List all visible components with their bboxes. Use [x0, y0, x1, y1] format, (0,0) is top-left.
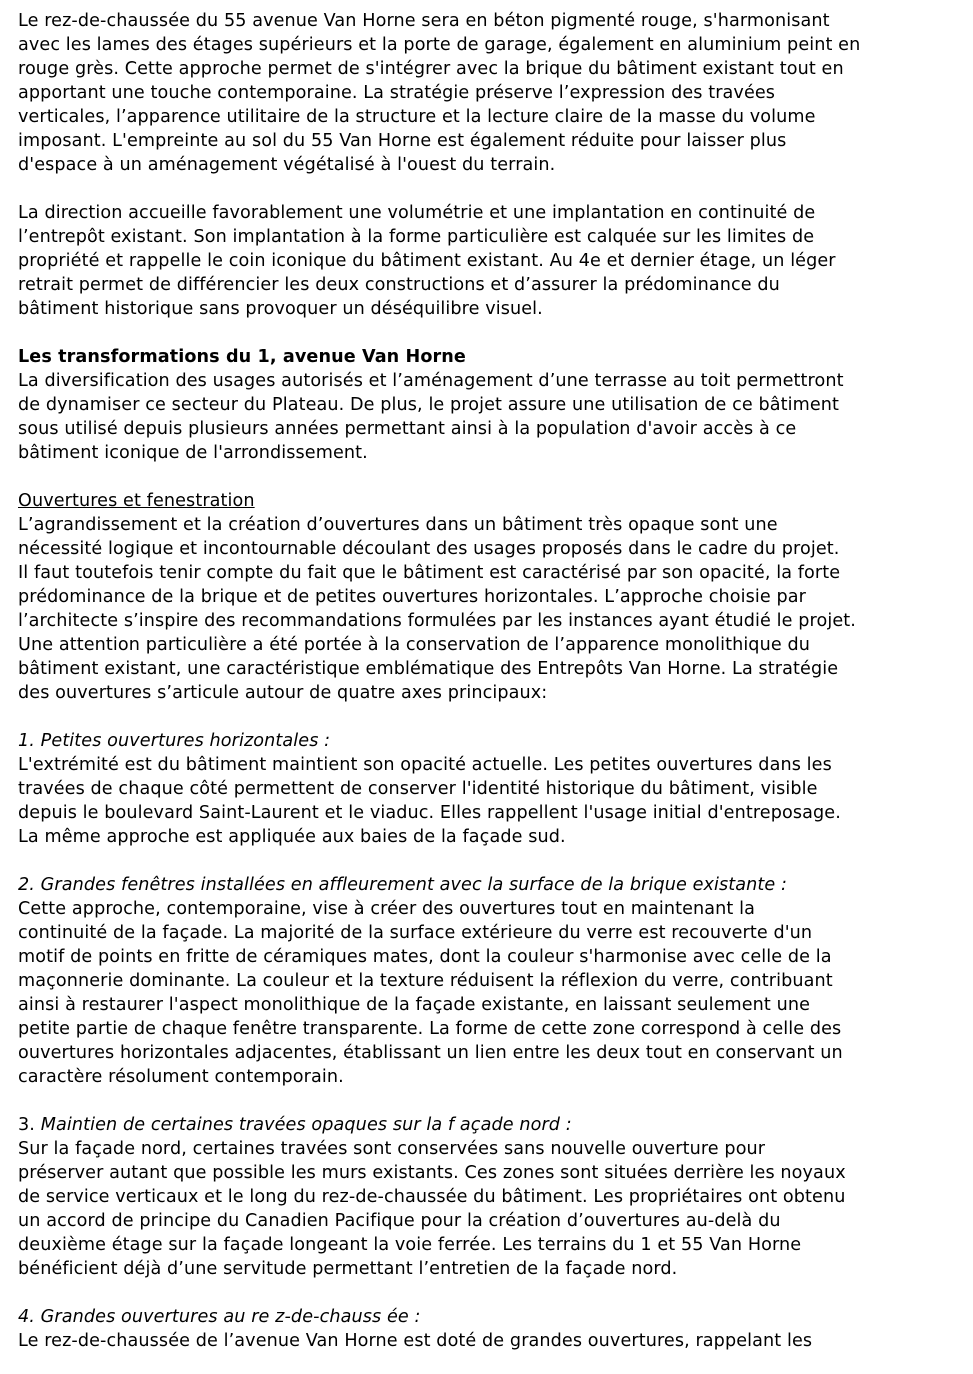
text-line: nécessité logique et incontournable découlant des usages proposés dans le cadre du projet.: [18, 539, 840, 559]
section-openings: [18, 489, 953, 705]
section-heading: Les transformations du 1, avenue Van Horne: [18, 347, 466, 367]
text-line: deuxième étage sur la façade longeant la voie ferrée. Les terrains du 1 et 55 Van Horne: [18, 1235, 802, 1255]
axis-3-title: Maintien de certaines travées opaques sur la f açade nord :: [40, 1115, 572, 1135]
text-line: Le rez-de-chaussée du 55 avenue Van Horne sera en béton pigmenté rouge, s'harmonisant: [18, 11, 830, 31]
text-line: verticales, l’apparence utilitaire de la structure et la lecture claire de la masse du volume: [18, 107, 816, 127]
text-line: motif de points en fritte de céramiques mates, dont la couleur s'harmonise avec celle de la: [18, 947, 832, 967]
text-line: Le rez-de-chaussée de l’avenue Van Horne est doté de grandes ouvertures, rappelant les: [18, 1331, 813, 1351]
text-line: des ouvertures s’articule autour de quatre axes principaux:: [18, 683, 548, 703]
text-line: continuité de la façade. La majorité de la surface extérieure du verre est recouverte d'un: [18, 923, 813, 943]
subheading-openings: Ouvertures et fenestration: [18, 491, 255, 511]
text-line: d'espace à un aménagement végétalisé à l'ouest du terrain.: [18, 155, 556, 175]
text-line: l’entrepôt existant. Son implantation à la forme particulière est calquée sur les limites de: [18, 227, 815, 247]
text-line: un accord de principe du Canadien Pacifique pour la création d’ouvertures au-delà du: [18, 1211, 781, 1231]
text-line: bénéficient déjà d’une servitude permettant l’entretien de la façade nord.: [18, 1259, 678, 1279]
text-line: L’agrandissement et la création d’ouvertures dans un bâtiment très opaque sont une: [18, 515, 778, 535]
text-line: Cette approche, contemporaine, vise à créer des ouvertures tout en maintenant la: [18, 899, 755, 919]
text-line: l’architecte s’inspire des recommandations formulées par les instances ayant étudié le projet.: [18, 611, 856, 631]
text-line: La même approche est appliquée aux baies de la façade sud.: [18, 827, 566, 847]
text-line: retrait permet de différencier les deux constructions et d’assurer la prédominance du: [18, 275, 780, 295]
text-line: La direction accueille favorablement une volumétrie et une implantation en continuité de: [18, 203, 816, 223]
text-line: ainsi à restaurer l'aspect monolithique de la façade existante, en laissant seulement une: [18, 995, 811, 1015]
text-line: propriété et rappelle le coin iconique du bâtiment existant. Au 4e et dernier étage, un léger: [18, 251, 836, 271]
text-line: apportant une touche contemporaine. La stratégie préserve l’expression des travées: [18, 83, 776, 103]
axis-3: [18, 1113, 953, 1281]
text-line: préserver autant que possible les murs existants. Ces zones sont situées derrière les noyaux: [18, 1163, 846, 1183]
text-line: ouvertures horizontales adjacentes, établissant un lien entre les deux tout en conservant un: [18, 1043, 843, 1063]
document-page: [18, 9, 953, 1353]
paragraph-volumetry: [18, 201, 953, 321]
text-line: maçonnerie dominante. La couleur et la texture réduisent la réflexion du verre, contribuant: [18, 971, 833, 991]
axis-1-title: 1. Petites ouvertures horizontales :: [18, 731, 331, 751]
text-line: rouge grès. Cette approche permet de s'intégrer avec la brique du bâtiment existant tout en: [18, 59, 844, 79]
axis-3-number: 3.: [18, 1115, 35, 1135]
text-line: bâtiment existant, une caractéristique emblématique des Entrepôts Van Horne. La stratégie: [18, 659, 839, 679]
axis-4: [18, 1305, 953, 1353]
text-line: imposant. L'empreinte au sol du 55 Van Horne est également réduite pour laisser plus: [18, 131, 787, 151]
text-line: Sur la façade nord, certaines travées sont conservées sans nouvelle ouverture pour: [18, 1139, 766, 1159]
text-line: depuis le boulevard Saint-Laurent et le viaduc. Elles rappellent l'usage initial d'entreposage.: [18, 803, 841, 823]
text-line: sous utilisé depuis plusieurs années permettant ainsi à la population d'avoir accès à ce: [18, 419, 797, 439]
axis-1: [18, 729, 953, 849]
paragraph-ground-floor: [18, 9, 953, 177]
text-line: L'extrémité est du bâtiment maintient son opacité actuelle. Les petites ouvertures dans les: [18, 755, 832, 775]
text-line: La diversification des usages autorisés et l’aménagement d’une terrasse au toit permettront: [18, 371, 844, 391]
text-line: de service verticaux et le long du rez-de-chaussée du bâtiment. Les propriétaires ont obtenu: [18, 1187, 846, 1207]
text-line: petite partie de chaque fenêtre transparente. La forme de cette zone correspond à celle des: [18, 1019, 842, 1039]
text-line: avec les lames des étages supérieurs et la porte de garage, également en aluminium peint en: [18, 35, 861, 55]
text-line: Il faut toutefois tenir compte du fait que le bâtiment est caractérisé par son opacité, la forte: [18, 563, 841, 583]
axis-2: [18, 873, 953, 1089]
text-line: bâtiment iconique de l'arrondissement.: [18, 443, 368, 463]
axis-3-heading: [18, 1113, 953, 1137]
section-transformations: [18, 345, 953, 465]
text-line: caractère résolument contemporain.: [18, 1067, 344, 1087]
axis-4-title: 4. Grandes ouvertures au re z-de-chauss ée :: [18, 1307, 421, 1327]
text-line: travées de chaque côté permettent de conserver l'identité historique du bâtiment, visible: [18, 779, 818, 799]
text-line: Une attention particulière a été portée à la conservation de l’apparence monolithique du: [18, 635, 810, 655]
text-line: de dynamiser ce secteur du Plateau. De plus, le projet assure une utilisation de ce bâtiment: [18, 395, 840, 415]
axis-2-title: 2. Grandes fenêtres installées en affleurement avec la surface de la brique existante :: [18, 875, 788, 895]
text-line: bâtiment historique sans provoquer un déséquilibre visuel.: [18, 299, 543, 319]
text-line: prédominance de la brique et de petites ouvertures horizontales. L’approche choisie par: [18, 587, 806, 607]
